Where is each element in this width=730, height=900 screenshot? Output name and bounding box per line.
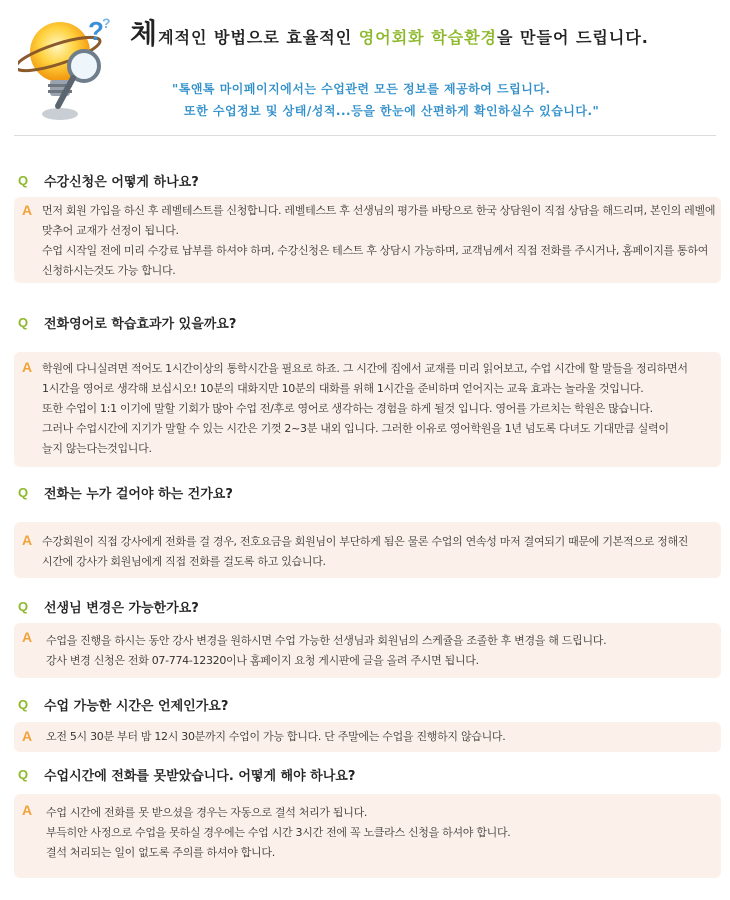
answer-line: 또한 수업이 1:1 이기에 말할 기회가 많아 수업 전/후로 영어로 생각하는 경험을 하게 될것 입니다. 영어를 가르치는 학원은 많습니다. xyxy=(42,402,653,415)
question-text: 수업 가능한 시간은 언제인가요? xyxy=(44,698,229,714)
answer-mark-icon: A xyxy=(22,802,33,818)
header-divider xyxy=(14,135,716,136)
answer-line: 부득히안 사정으로 수업을 못하실 경우에는 수업 시간 3시간 전에 꼭 노클라스 신청을 하셔야 합니다. xyxy=(46,826,511,839)
svg-text:?: ? xyxy=(102,15,111,31)
subtitle-line-1: "톡앤톡 마이페이지에서는 수업관련 모든 정보를 제공하여 드립니다. xyxy=(172,82,551,96)
faq-answer-2 xyxy=(14,352,721,467)
subtitle-line-2: 또한 수업정보 및 상태/성적...등을 한눈에 산편하게 확인하실수 있습니다." xyxy=(184,104,600,118)
answer-mark-icon: A xyxy=(22,629,33,645)
question-mark-icon: Q xyxy=(18,314,29,330)
answer-text xyxy=(42,201,716,281)
faq-question-2 xyxy=(18,312,236,332)
answer-mark-icon: A xyxy=(22,728,33,744)
answer-text xyxy=(46,803,711,863)
question-mark-icon: Q xyxy=(18,484,29,500)
faq-question-6 xyxy=(18,764,355,784)
answer-text xyxy=(42,359,711,459)
question-mark-icon: Q xyxy=(18,696,29,712)
question-mark-icon: Q xyxy=(18,172,29,188)
answer-line: 수업 시간에 전화를 못 받으셨을 경우는 자동으로 결석 처리가 됩니다. xyxy=(46,806,368,819)
answer-line: 수강회원이 직접 강사에게 전화를 걸 경우, 전호요금을 회원님이 부단하게 됨은 물론 수업의 연속성 마저 결여되기 때문에 기본적으로 정해진 xyxy=(42,535,689,548)
question-mark-icon: Q xyxy=(18,598,29,614)
answer-line: 수업을 진행을 하시는 동안 강사 변경을 원하시면 수업 가능한 선생님과 회원님의 스케쥴을 조졸한 후 변경을 해 드립니다. xyxy=(46,634,607,647)
answer-line: 1시간을 영어로 생각해 보십시오! 10분의 대화지만 10분의 대화를 위해 1시간을 준비하며 얻어지는 교육 효과는 놀라울 것입니다. xyxy=(42,382,644,395)
faq-question-5 xyxy=(18,694,228,714)
faq-answer-1 xyxy=(14,197,721,283)
answer-line: 수업 시작일 전에 미리 수강료 납부를 하셔야 하며, 수강신청은 테스트 후 상담시 가능하며, 교객님께서 직접 전화를 주시거나, 홈페이지를 통하여 xyxy=(42,244,709,257)
question-text: 수강신청은 어떻게 하나요? xyxy=(44,174,199,190)
question-text: 전화는 누가 걸어야 하는 건가요? xyxy=(44,486,233,502)
faq-answer-4 xyxy=(14,623,721,678)
headline-highlight: 영어회화 학습환경 xyxy=(358,28,498,47)
question-text: 수업시간에 전화를 못받았습니다. 어떻게 해야 하나요? xyxy=(44,768,356,784)
answer-mark-icon: A xyxy=(22,532,33,548)
answer-line: 맞추어 교재가 선정이 됩니다. xyxy=(42,224,179,237)
answer-line: 늘지 않는다는것입니다. xyxy=(42,442,152,455)
question-mark-icon: Q xyxy=(18,766,29,782)
faq-answer-3 xyxy=(14,522,721,578)
lightbulb-magnifier-icon xyxy=(18,14,118,132)
headline-text-1: 계적인 방법으로 효율적인 xyxy=(158,28,359,47)
answer-line: 강사 변경 신청은 전화 07-774-12320이나 홈페이지 요청 게시판에 글을 올려 주시면 됩니다. xyxy=(46,654,479,667)
question-text: 선생님 변경은 가능한가요? xyxy=(44,600,199,616)
headline-initial: 체 xyxy=(130,17,159,50)
answer-line: 시간에 강사가 회원님에게 직접 전화를 걸도록 하고 있습니다. xyxy=(42,555,326,568)
headline-text-2: 을 만들어 드립니다. xyxy=(497,28,649,47)
answer-mark-icon: A xyxy=(22,359,33,375)
answer-line: 결석 처리되는 일이 없도록 주의를 하셔야 합니다. xyxy=(46,846,275,859)
answer-line: 먼저 회원 가입을 하신 후 레벨테스트를 신청합니다. 레벨테스트 후 선생님의 평가를 바탕으로 한국 상담원이 직접 상담을 해드리며, 본인의 레벨에 xyxy=(42,204,716,217)
page-headline xyxy=(130,12,649,52)
faq-answer-6 xyxy=(14,794,721,878)
faq-question-4 xyxy=(18,596,199,616)
faq-question-1 xyxy=(18,170,199,190)
answer-line: 그러나 수업시간에 지기가 말할 수 있는 시간은 기껏 2~3분 내외 입니다. 그러한 이유로 영어학원을 1년 넘도록 다녀도 기대만큼 실력이 xyxy=(42,422,669,435)
page-header xyxy=(0,0,730,136)
answer-line: 오전 5시 30분 부터 밤 12시 30분까지 수업이 가능 합니다. 단 주말에는 수업을 진행하지 않습니다. xyxy=(46,730,506,743)
answer-line: 학원에 다니실려면 적어도 1시간이상의 통학시간을 필요로 하죠. 그 시간에 집에서 교재를 미리 읽어보고, 수업 시간에 할 말들을 정리하면서 xyxy=(42,362,688,375)
question-text: 전화영어로 학습효과가 있을까요? xyxy=(44,316,237,332)
answer-text xyxy=(46,631,711,671)
answer-text xyxy=(46,727,711,747)
faq-question-3 xyxy=(18,482,233,502)
answer-text xyxy=(42,532,711,572)
header-subtitle xyxy=(172,78,599,122)
faq-answer-5 xyxy=(14,722,721,752)
answer-line: 신청하시는것도 가능 합니다. xyxy=(42,264,176,277)
svg-text:?: ? xyxy=(88,16,104,46)
answer-mark-icon: A xyxy=(22,202,33,218)
